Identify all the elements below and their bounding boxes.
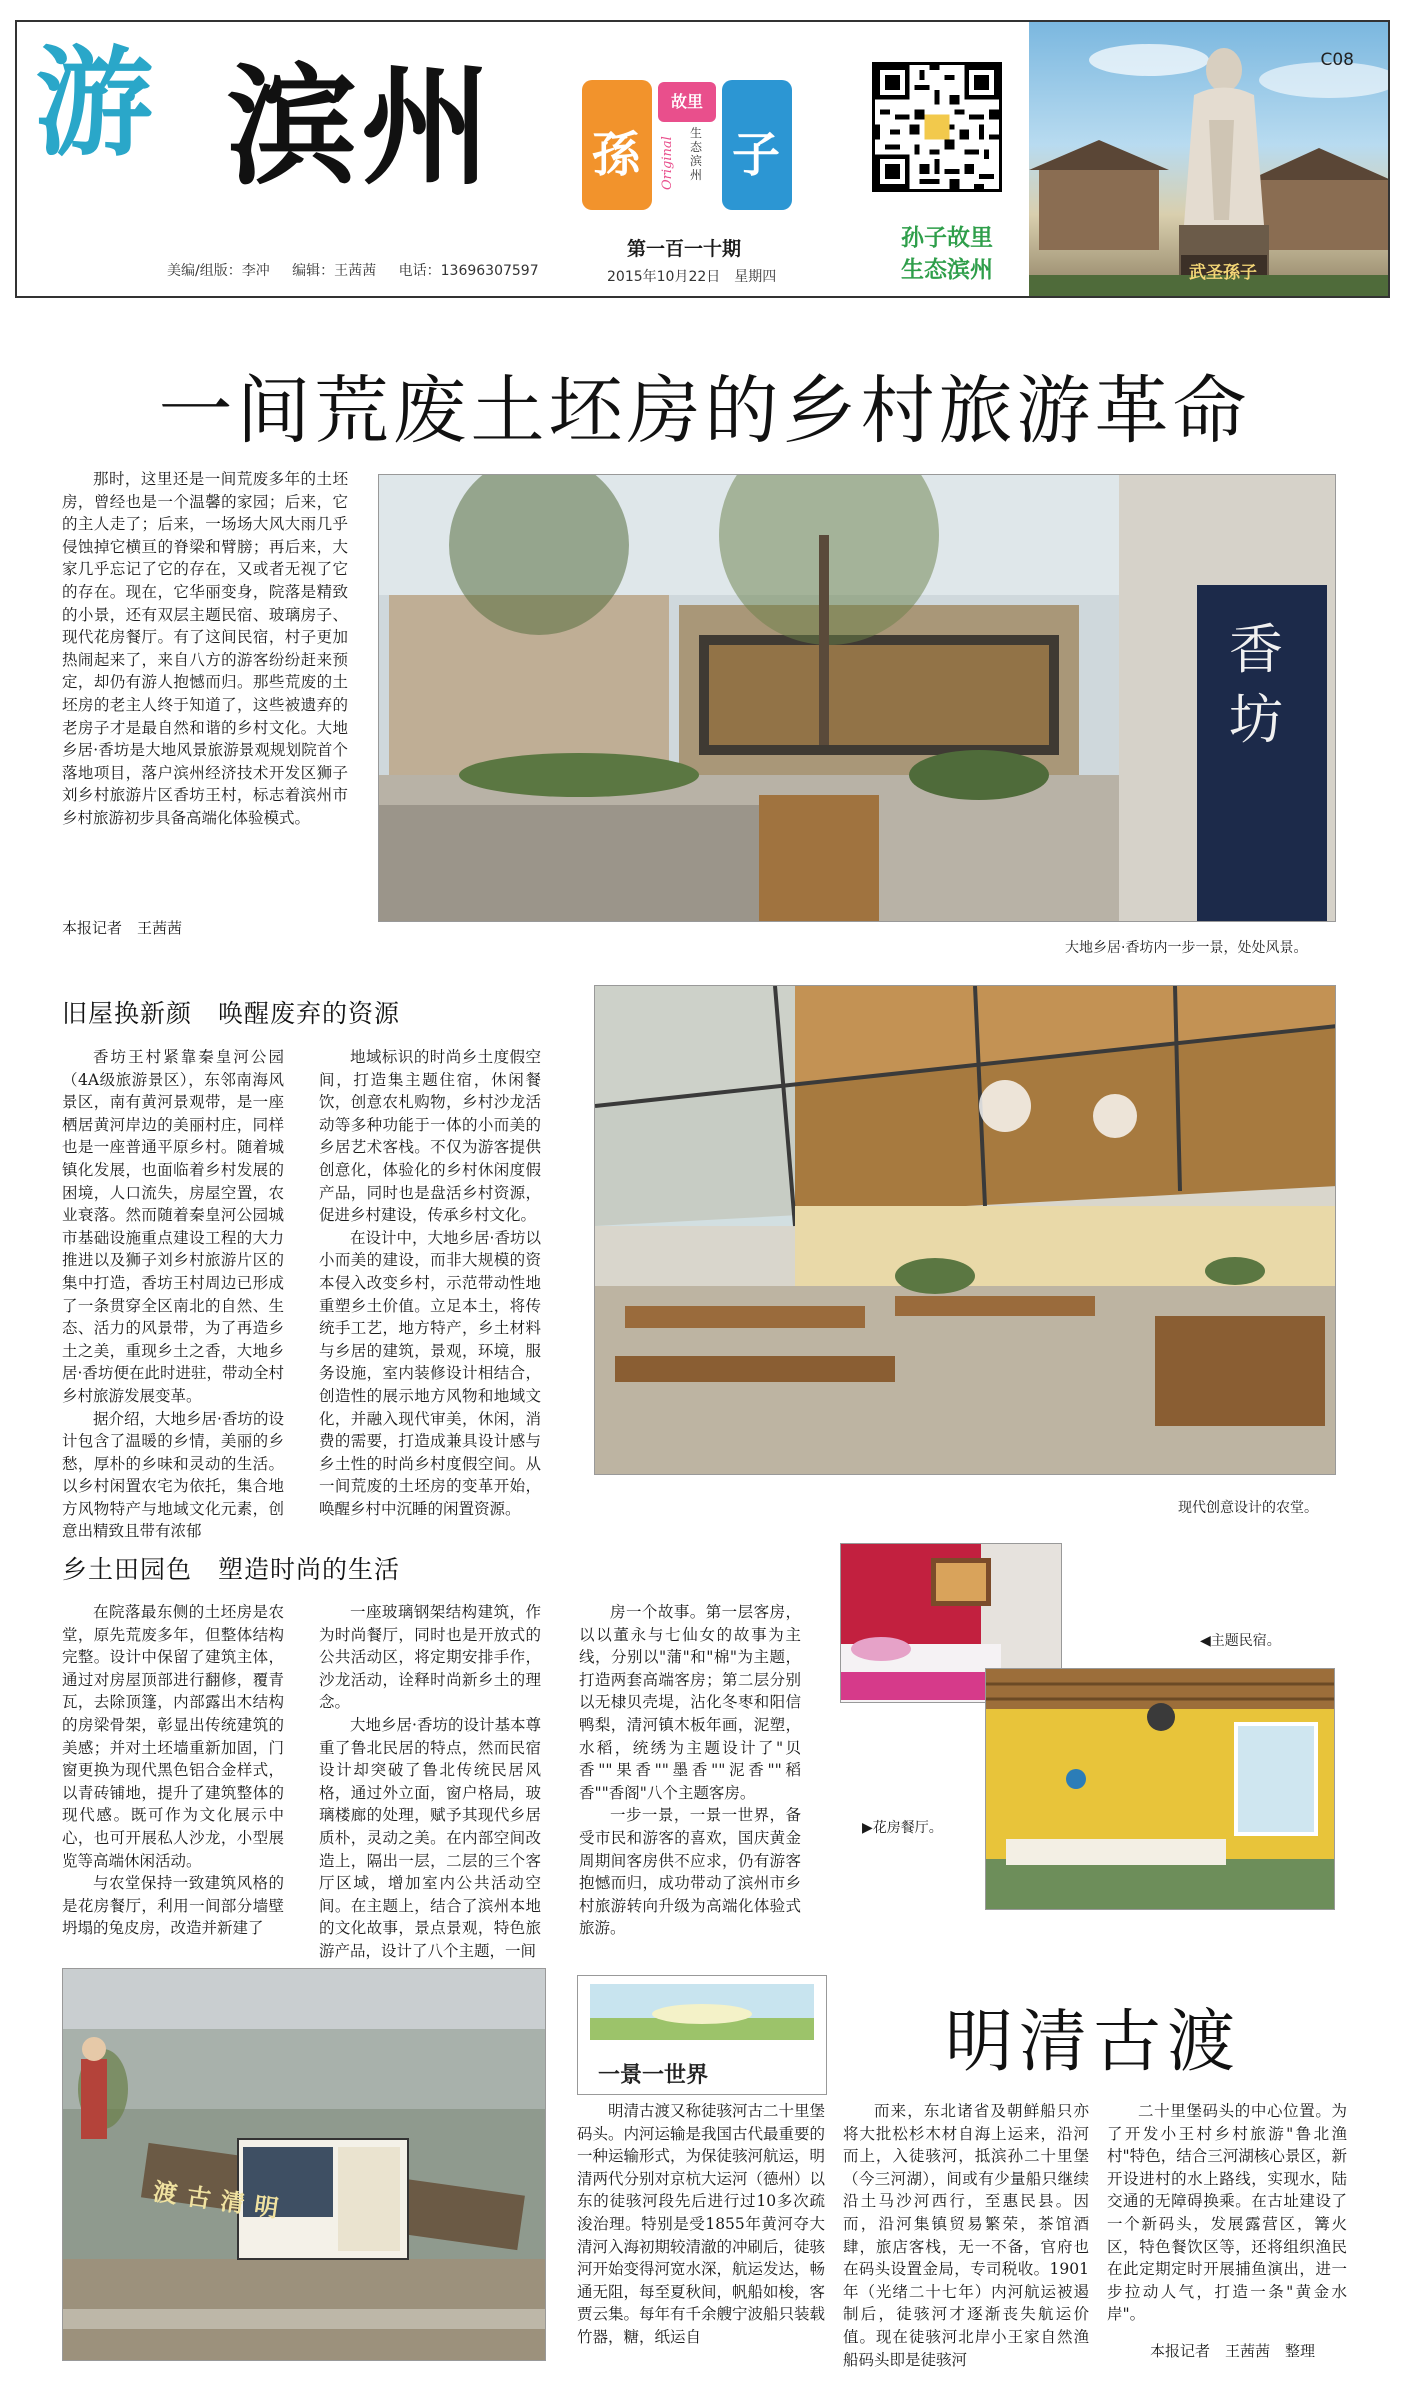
slogan-line-1: 孙子故里 <box>901 225 993 251</box>
logo-char-zi: 子 <box>732 127 781 183</box>
slogan-line-2: 生态滨州 <box>901 257 993 283</box>
designer-credit: 美编/组版：李冲 <box>167 263 270 279</box>
section2-col2-para-1: 一座玻璃钢架结构建筑，作为时尚餐厅，同时也是开放式的公共活动区，将定期安排手作，沙龙活动，诠释时尚新乡土的理念。 <box>319 1603 541 1712</box>
slogan <box>862 222 1032 286</box>
section2-heading: 乡土田园色 塑造时尚的生活 <box>62 1555 401 1584</box>
section1-col2-para-1: 地域标识的时尚乡土度假空间，打造集主题住宿，休闲餐饮，创意农札购物，乡村沙龙活动等多种功能于一体的小而美的乡居艺术客栈。不仅为游客提供创意化，体验化的乡村休闲度假产品，同时也是盘活乡村资源，促进乡村建设，传承乡村文化。 <box>319 1048 541 1225</box>
ferry-column-3 <box>1107 2100 1347 2326</box>
ferry-title: 明清古渡 <box>945 2003 1242 2082</box>
ferry-col3-text: 二十里堡码头的中心位置。为了开发小王村乡村旅游"鲁北渔村"特色，结合三河湖核心景区，新开设进村的水上路线，实现水，陆交通的无障碍换乘。在古址建设了一个新码头，发展露营区，篝火区，特色餐饮区等，还将组织渔民在此定期定时开展捕鱼演出，进一步拉动人气，打造一条"黄金水岸"。 <box>1107 2102 1347 2324</box>
issue-number: 第一百一十期 <box>627 238 742 260</box>
ancient-ferry-photo <box>62 1968 546 2361</box>
section1-heading: 旧屋换新颜 唤醒废弃的资源 <box>62 999 401 1028</box>
section2-column-1 <box>62 1601 284 1940</box>
scene-banner <box>577 1975 827 2095</box>
phone-credit: 电话：13696307597 <box>398 263 539 279</box>
section2-column-2 <box>319 1601 541 1963</box>
xiangfang-sign: 香坊 <box>1229 618 1283 751</box>
ferry-column-2 <box>843 2100 1089 2371</box>
issue-date: 2015年10月22日 星期四 <box>607 269 777 285</box>
statue-plaque-text: 武圣孫子 <box>1189 263 1257 283</box>
banner-label: 一景一世界 <box>598 2063 709 2088</box>
sunzi-hometown-logo <box>582 80 802 220</box>
section2-col1-para-1: 在院落最东侧的土坯房是农堂，原先荒废多年，但整体结构完整。设计中保留了建筑主体，通过对房屋顶部进行翻修，覆青瓦，去除顶篷，内部露出木结构的房梁骨架，彰显出传统建筑的美感；并对土坯墙重新加固，门窗更换为现代黑色铝合金样式，以青砖铺地，提升了建筑整体的现代感。既可作为文化展示中心，也可开展私人沙龙，小型展览等高端休闲活动。 <box>62 1603 284 1870</box>
section1-column-2 <box>319 1046 541 1520</box>
section1-column-1 <box>62 1046 284 1543</box>
farmhall-interior-photo <box>594 985 1336 1475</box>
main-headline: 一间荒废土坯房的乡村旅游革命 <box>158 368 1251 454</box>
section2-col3-para-1: 房一个故事。第一层客房，以以董永与七仙女的故事为主线，分别以"蒲"和"棉"为主题，打造两套高端客房；第二层分别以无棣贝壳堤，沾化冬枣和阳信鸭梨，清河镇木板年画，泥塑，水稻，统绣为主题设计了"贝香""果香""墨香""泥香""稻香""香阁"八个主题客房。 <box>579 1603 801 1802</box>
lead-paragraph <box>62 468 348 830</box>
photo3-caption: ◀主题民宿。 <box>1200 1633 1281 1649</box>
section2-col1-para-2: 与农堂保持一致建筑风格的是花房餐厅，利用一间部分墙壁坍塌的兔皮房，改造并新建了 <box>62 1874 284 1938</box>
photo1-caption: 大地乡居·香坊内一步一景，处处风景。 <box>1065 940 1308 956</box>
section1-col1-para-1: 香坊王村紧靠秦皇河公园（4A级旅游景区），东邻南海风景区，南有黄河景观带，是一座栖居黄河岸边的美丽村庄，同样也是一座普通平原乡村。随着城镇化发展，也面临着乡村发展的困境，人口流失，房屋空置，农业衰落。然而随着秦皇河公园城市基础设施重点建设工程的大力推进以及狮子刘乡村旅游片区的集中打造，香坊王村周边已形成了一条贯穿全区南北的自然、生态、活力的风景带，为了再造乡土之美，重现乡土之香，大地乡居·香坊便在此时进驻，带动全村乡村旅游发展变革。 <box>62 1048 284 1405</box>
page-code: C08 <box>1320 50 1354 70</box>
ferry-byline: 本报记者 王茜茜 整理 <box>1150 2342 1316 2360</box>
section2-column-3 <box>579 1601 801 1940</box>
section1-col2-para-2: 在设计中，大地乡居·香坊以小而美的建设，而非大规模的资本侵入改变乡村，示范带动性地重塑乡土价值。立足本土，将传统手工艺，地方特产，乡土材料与乡居的建筑，景观，环境，服务设施，室内装修设计相结合，创造性的展示地方风物和地域文化，并融入现代审美，休闲，消费的需要，打造成兼具设计感与乡土性的时尚乡村度假空间。从一间荒废的土坯房的变革开始，唤醒乡村中沉睡的闲置资源。 <box>319 1228 541 1518</box>
editor-credit: 编辑：王茜茜 <box>292 263 377 279</box>
photo4-caption: ▶花房餐厅。 <box>862 1820 943 1836</box>
masthead <box>15 20 1390 298</box>
photo2-caption: 现代创意设计的农堂。 <box>1178 1500 1318 1516</box>
logo-tag-guli: 故里 <box>658 82 716 122</box>
flower-house-restaurant-photo <box>985 1668 1335 1910</box>
logo-char-sun: 孫 <box>592 127 641 183</box>
section2-col2-para-2: 大地乡居·香坊的设计基本尊重了鲁北民居的特点，然而民宿设计却突破了鲁北传统民居风格，通过外立面，窗户格局，玻璃楼廊的处理，赋予其现代乡居质朴，灵动之美。在内部空间改造上，隔出一层，二层的三个客厅区域，增加室内公共活动空间。在主题上，结合了滨州本地的文化故事，景点景观，特色旅游产品，设计了八个主题，一间 <box>319 1715 541 1960</box>
lead-byline: 本报记者 王茜茜 <box>62 919 183 937</box>
lead-text: 那时，这里还是一间荒废多年的土坯房，曾经也是一个温馨的家园；后来，它的主人走了；后来，一场场大风大雨几乎侵蚀掉它横亘的脊梁和臂膀；再后来，大家几乎忘记了它的存在，又或者无视了它的存在。现在，它华丽变身，院落是精致的小景，还有双层主题民宿、玻璃房子、现代花房餐厅。有了这间民宿，村子更加热闹起来了，来自八方的游客纷纷赶来预定，却仍有游人抱憾而归。那些荒废的土坯房的老主人终于知道了，这些被遗弃的老房子才是最自然和谐的乡村文化。大地乡居·香坊是大地风景旅游景观规划院首个落地项目，落户滨州经济技术开发区狮子刘乡村旅游片区香坊王村，标志着滨州市乡村旅游初步具备高端化体验模式。 <box>62 470 348 827</box>
logo-tag-eco: 生态滨州 <box>690 126 703 182</box>
ferry-sign-text: 渡古清明 <box>151 2177 290 2225</box>
qr-code-icon[interactable] <box>872 62 1002 192</box>
masthead-credits <box>167 260 557 280</box>
ferry-col2-text: 而来，东北诸省及朝鲜船只亦将大批松杉木材自海上运来，沿河而上，入徒骇河，抵滨孙二十里堡（今三河湖），间或有少量船只继续沿土马沙河西行，至惠民县。因而，沿河集镇贸易繁荣，茶馆酒肆，旅店客栈，无一不备，官府也在码头设置金局，专司税收。1901年（光绪二十七年）内河航运被遏制后，徒骇河才逐渐丧失航运价值。现在徒骇河北岸小王家自然渔船码头即是徒骇河 <box>843 2102 1089 2369</box>
masthead-title-binzhou: 滨州 <box>227 51 496 203</box>
masthead-title-you: 游 <box>35 34 154 172</box>
logo-tag-original: Original <box>660 136 675 190</box>
ferry-column-1 <box>577 2100 825 2349</box>
courtyard-photo <box>378 474 1336 922</box>
section1-col1-para-2: 据介绍，大地乡居·香坊的设计包含了温暖的乡情，美丽的乡愁，厚朴的乡味和灵动的生活。以乡村闲置农宅为依托，集合地方风物特产与地域文化元素，创意出精致且带有浓郁 <box>62 1409 284 1541</box>
section2-col3-para-2: 一步一景，一景一世界，备受市民和游客的喜欢，国庆黄金周期间客房供不应求，仍有游客抱憾而归，成功带动了滨州市乡村旅游转向升级为高端化体验式旅游。 <box>579 1806 801 1938</box>
ferry-col1-text: 明清古渡又称徒骇河古二十里堡码头。内河运输是我国古代最重要的一种运输形式，为保徒骇河航运，明清两代分别对京杭大运河（德州）以东的徒骇河段先后进行过10多次疏浚治理。特别是受1855年黄河夺大清河入海初期较清澈的冲刷后，徒骇河开始变得河宽水深，航运发达，畅通无阻，每至夏秋间，帆船如梭，客贾云集。每年有千余艘宁波船只装载竹器，糖，纸运自 <box>577 2102 826 2346</box>
